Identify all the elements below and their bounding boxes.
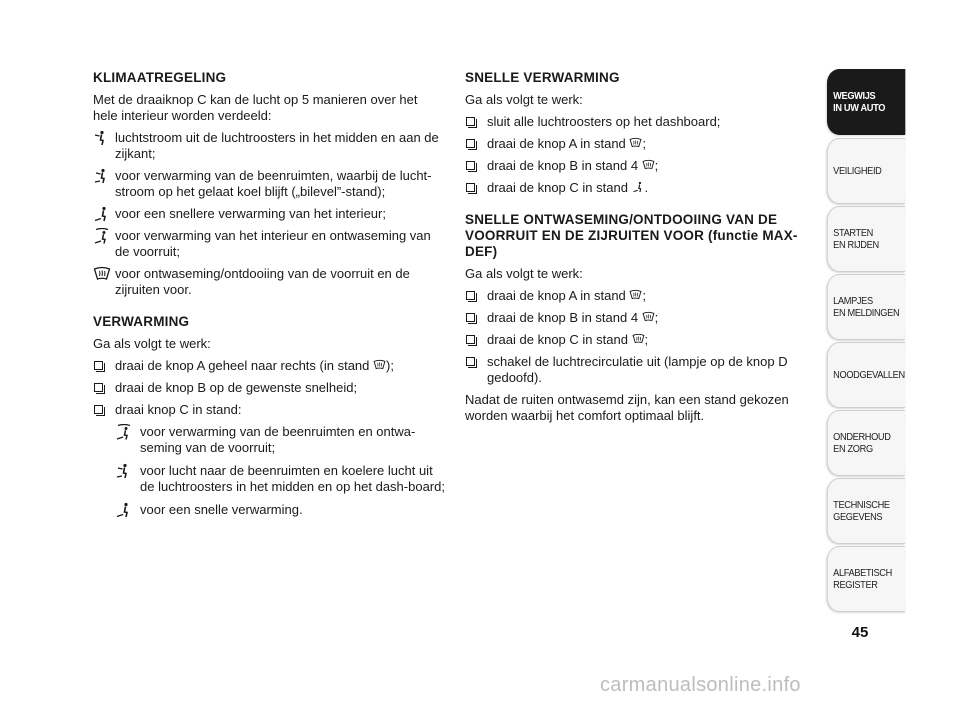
tab-label: NOODGEVALLEN [833, 369, 905, 381]
step-text: draai knop C in stand: [115, 402, 242, 417]
defrost-windshield-icon [642, 311, 655, 323]
step-text: draai de knop B op de gewenste snelheid; [115, 380, 358, 395]
mode-text: luchtstroom uit de luchtroosters in het midden en aan de zijkant; [115, 130, 439, 161]
sub-mode-text: voor een snelle verwarming. [140, 502, 303, 517]
watermark: carmanualsonline.info [600, 674, 801, 696]
checkbox-bullet-icon [466, 291, 475, 300]
right-column [465, 70, 812, 430]
tab-label: LAMPJES EN MELDINGEN [833, 295, 900, 319]
tab-veiligheid[interactable] [827, 138, 905, 204]
checkbox-bullet-icon [466, 117, 475, 126]
mode-text: voor ontwaseming/ontdooiing van de voorruit en de zijruiten voor. [115, 266, 410, 297]
list-item [465, 354, 812, 386]
list-item [465, 136, 812, 152]
tab-technische[interactable] [827, 478, 905, 544]
list-item [465, 114, 812, 130]
checkbox-bullet-icon [94, 405, 103, 414]
list-item [93, 358, 445, 374]
checkbox-bullet-icon [94, 361, 103, 370]
tab-alfabetisch[interactable] [827, 546, 905, 612]
list-item [465, 332, 812, 348]
list-item [465, 288, 812, 304]
punctuation: ; [642, 288, 647, 303]
list-item [93, 402, 445, 418]
heading-verwarming: VERWARMING [93, 314, 190, 329]
sub-mode-item [93, 424, 445, 456]
step-text: sluit alle luchtroosters op het dashboard; [487, 114, 721, 129]
checkbox-bullet-icon [466, 357, 475, 366]
mode-text: voor een snellere verwarming van het interieur; [115, 206, 386, 221]
list-item [465, 310, 812, 326]
checkbox-bullet-icon [466, 335, 475, 344]
step-text: draai de knop A in stand [487, 136, 630, 151]
defrost-windshield-icon [93, 266, 111, 282]
tab-label: WEGWIJS IN UW AUTO [833, 90, 886, 114]
step-text: draai de knop B in stand 4 [487, 158, 642, 173]
step-text: draai de knop A in stand [487, 288, 630, 303]
intro-paragraph: Met de draaiknop C kan de lucht op 5 manieren over het hele interieur worden verdeeld: [93, 92, 418, 123]
punctuation: ; [654, 158, 659, 173]
sub-mode-text: voor lucht naar de beenruimten en koelere lucht uit de luchtroosters in het midden en op het dash-board; [140, 463, 445, 494]
sub-mode-text: voor verwarming van de beenruimten en ontwa-seming van de voorruit; [140, 424, 416, 455]
checkbox-bullet-icon [466, 161, 475, 170]
defrost-windshield-icon [373, 359, 386, 371]
tab-onderhoud[interactable] [827, 410, 905, 476]
heading-snelle-verwarming: SNELLE VERWARMING [465, 70, 620, 85]
list-item [465, 158, 812, 174]
vent-feet-defrost-icon [93, 228, 111, 244]
heading-snelle-ontwaseming: SNELLE ONTWASEMING/ONTDOOIING VAN DE VOORRUIT EN DE ZIJRUITEN VOOR (functie MAX-DEF) [465, 212, 798, 259]
step-text: draai de knop B in stand 4 [487, 310, 642, 325]
mode-item [93, 130, 445, 162]
checkbox-bullet-icon [466, 313, 475, 322]
list-item [465, 180, 812, 196]
steps-intro: Ga als volgt te werk: [93, 336, 211, 351]
defrost-windshield-icon [629, 137, 642, 149]
page-number: 45 [851, 624, 869, 641]
defrost-windshield-icon [632, 333, 645, 345]
step-text: schakel de luchtrecirculatie uit (lampje op de knop D gedoofd). [487, 354, 788, 385]
closing-paragraph: Nadat de ruiten ontwasemd zijn, kan een stand gekozen worden waarbij het comfort optimaal blijft. [465, 392, 789, 423]
steps-intro: Ga als volgt te werk: [465, 92, 583, 107]
vent-face-icon [93, 130, 111, 146]
sub-mode-item [93, 502, 445, 518]
defrost-windshield-icon [629, 289, 642, 301]
mode-text: voor verwarming van de beenruimten, waarbij de lucht-stroom op het gelaat koel blijft („bilevel”-stand); [115, 168, 432, 199]
mode-item [93, 206, 445, 222]
tab-starten[interactable] [827, 206, 905, 272]
tab-label: VEILIGHEID [833, 165, 882, 177]
vent-face-feet-icon [115, 463, 133, 479]
tab-wegwijs[interactable] [827, 69, 905, 135]
checkbox-bullet-icon [466, 183, 475, 192]
tab-noodgevallen[interactable] [827, 342, 905, 408]
punctuation: ; [642, 136, 647, 151]
tab-label: TECHNISCHE GEGEVENS [833, 499, 890, 523]
steps-intro: Ga als volgt te werk: [465, 266, 583, 281]
list-item [93, 380, 445, 396]
step-text: draai de knop A geheel naar rechts (in stand [115, 358, 374, 373]
step-text: draai de knop C in stand [487, 180, 632, 195]
step-text-end: ); [386, 358, 394, 373]
vent-feet-icon [115, 502, 133, 518]
punctuation: . [644, 180, 649, 195]
sub-mode-item [93, 463, 445, 495]
mode-item [93, 266, 445, 298]
vent-feet-icon [93, 206, 111, 222]
vent-face-feet-icon [93, 168, 111, 184]
checkbox-bullet-icon [94, 383, 103, 392]
left-column [93, 70, 445, 525]
mode-text: voor verwarming van het interieur en ontwaseming van de voorruit; [115, 228, 431, 259]
step-text: draai de knop C in stand [487, 332, 632, 347]
mode-item [93, 168, 445, 200]
vent-feet-icon [632, 181, 645, 193]
mode-item [93, 228, 445, 260]
tab-label: ONDERHOUD EN ZORG [833, 431, 891, 455]
defrost-windshield-icon [642, 159, 655, 171]
punctuation: ; [654, 310, 659, 325]
vent-feet-defrost-icon [115, 424, 133, 440]
tab-label: STARTEN EN RIJDEN [833, 227, 879, 251]
tab-lampjes[interactable] [827, 274, 905, 340]
tab-label: ALFABETISCH REGISTER [833, 567, 892, 591]
checkbox-bullet-icon [466, 139, 475, 148]
heading-klimaatregeling: KLIMAATREGELING [93, 70, 227, 85]
punctuation: ; [644, 332, 649, 347]
